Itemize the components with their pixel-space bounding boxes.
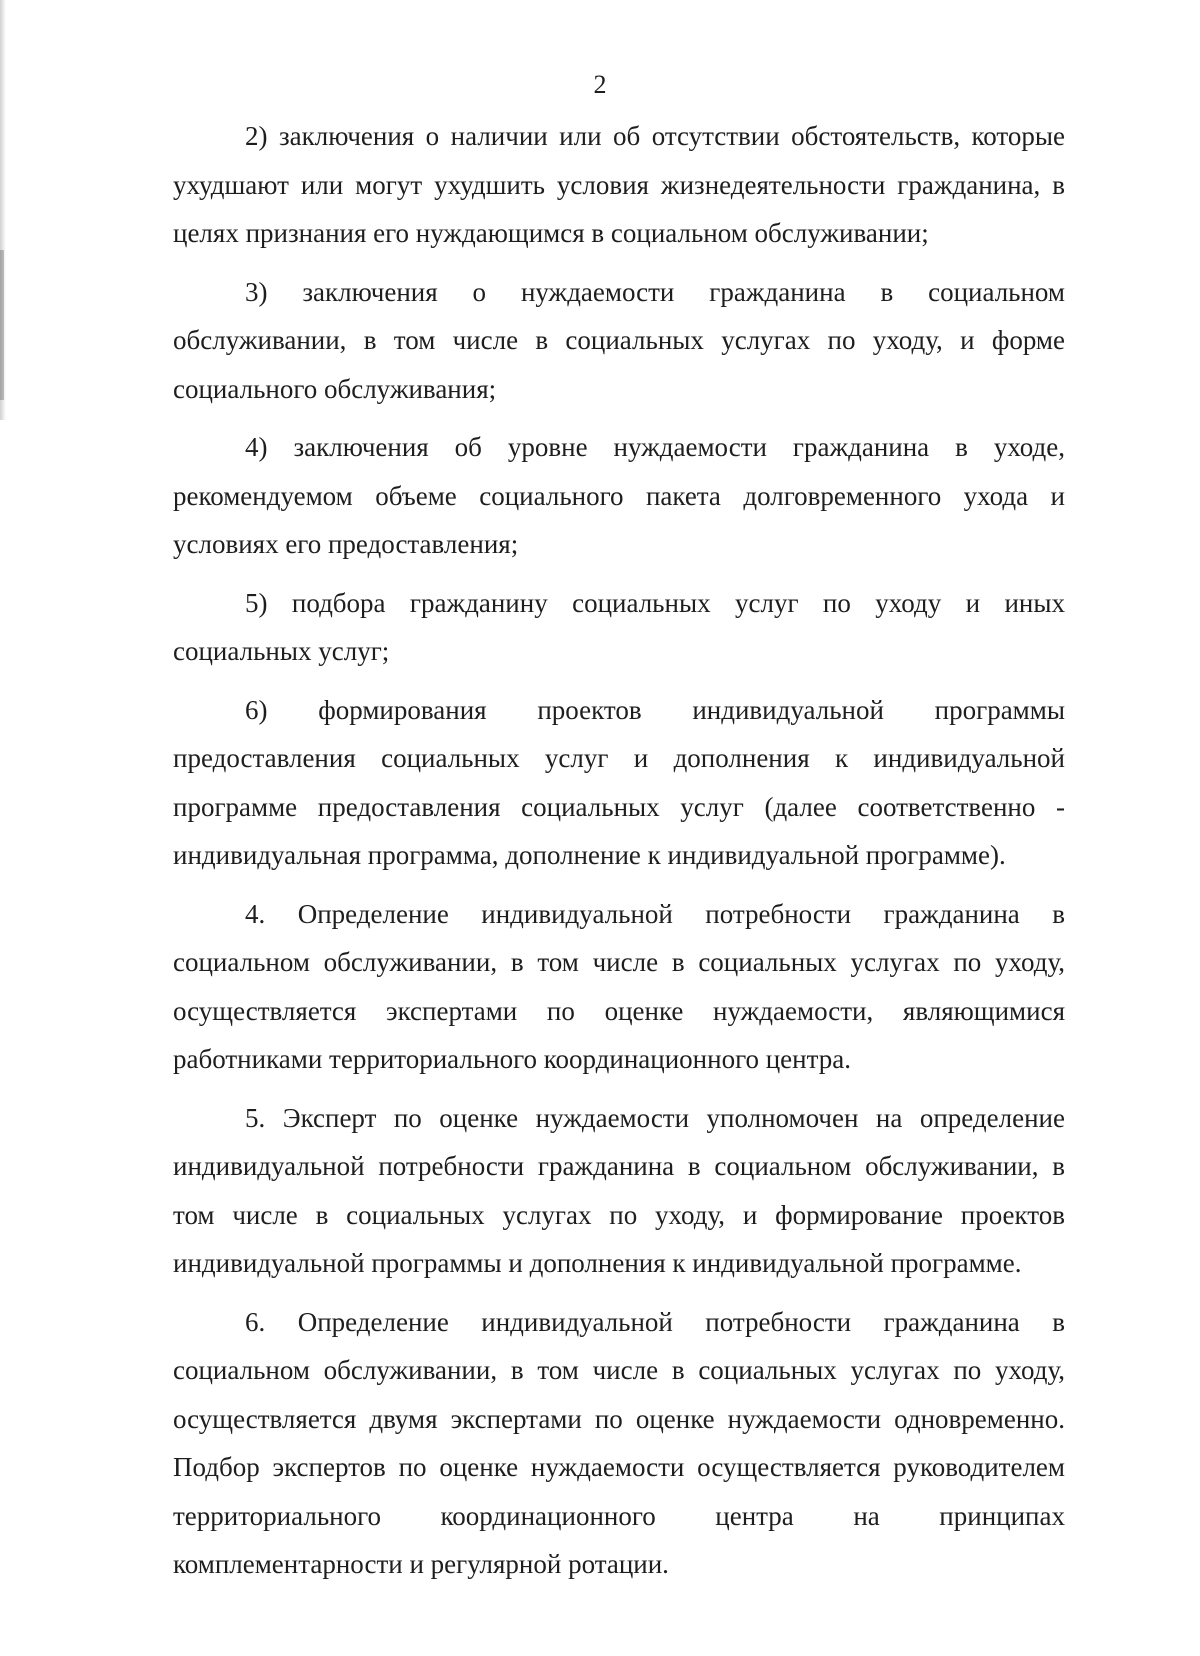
paragraph-item-6: 6) формирования проектов индивидуальной программы предоставления социальных услуг и дополнения к индивидуальной программе предоставления социальных услуг (далее соответственно - индивидуальная программа, дополнение к индивидуальной программе).: [173, 694, 1065, 870]
paragraph-item-5: 5) подбора гражданину социальных услуг по уходу и иных социальных услуг;: [173, 587, 1065, 666]
paragraph-item-3: 3) заключения о нуждаемости гражданина в социальном обслуживании, в том числе в социальных услугах по уходу, и форме социального обслуживания;: [173, 276, 1065, 404]
page-number: 2: [593, 70, 607, 99]
paragraph-clause-6: 6. Определение индивидуальной потребности гражданина в социальном обслуживании, в том числе в социальных услугах по уходу, осуществляется двумя экспертами по оценке нуждаемости одновременно. Подбор экспертов по оценке нуждаемости осуществляется руководителем территориального координационного центра на принципах комплементарности и регулярной ротации.: [173, 1306, 1065, 1579]
document-body: [173, 112, 1065, 1599]
paragraph-clause-5: 5. Эксперт по оценке нуждаемости уполномочен на определение индивидуальной потребности гражданина в социальном обслуживании, в том числе в социальных услугах по уходу, и формирование проектов индивидуальной программы и дополнения к индивидуальной программе.: [173, 1102, 1065, 1278]
paragraph-clause-4: 4. Определение индивидуальной потребности гражданина в социальном обслуживании, в том числе в социальных услугах по уходу, осуществляется экспертами по оценке нуждаемости, являющимися работниками территориального координационного центра.: [173, 898, 1065, 1074]
paragraph-item-4: 4) заключения об уровне нуждаемости гражданина в уходе, рекомендуемом объеме социального пакета долговременного ухода и условиях его предоставления;: [173, 432, 1065, 559]
paragraph-item-2: 2) заключения о наличии или об отсутствии обстоятельств, которые ухудшают или могут ухудшить условия жизнедеятельности гражданина, в целях признания его нуждающимся в социальном обслуживании;: [173, 121, 1065, 248]
scan-edge-mark: [0, 250, 4, 400]
